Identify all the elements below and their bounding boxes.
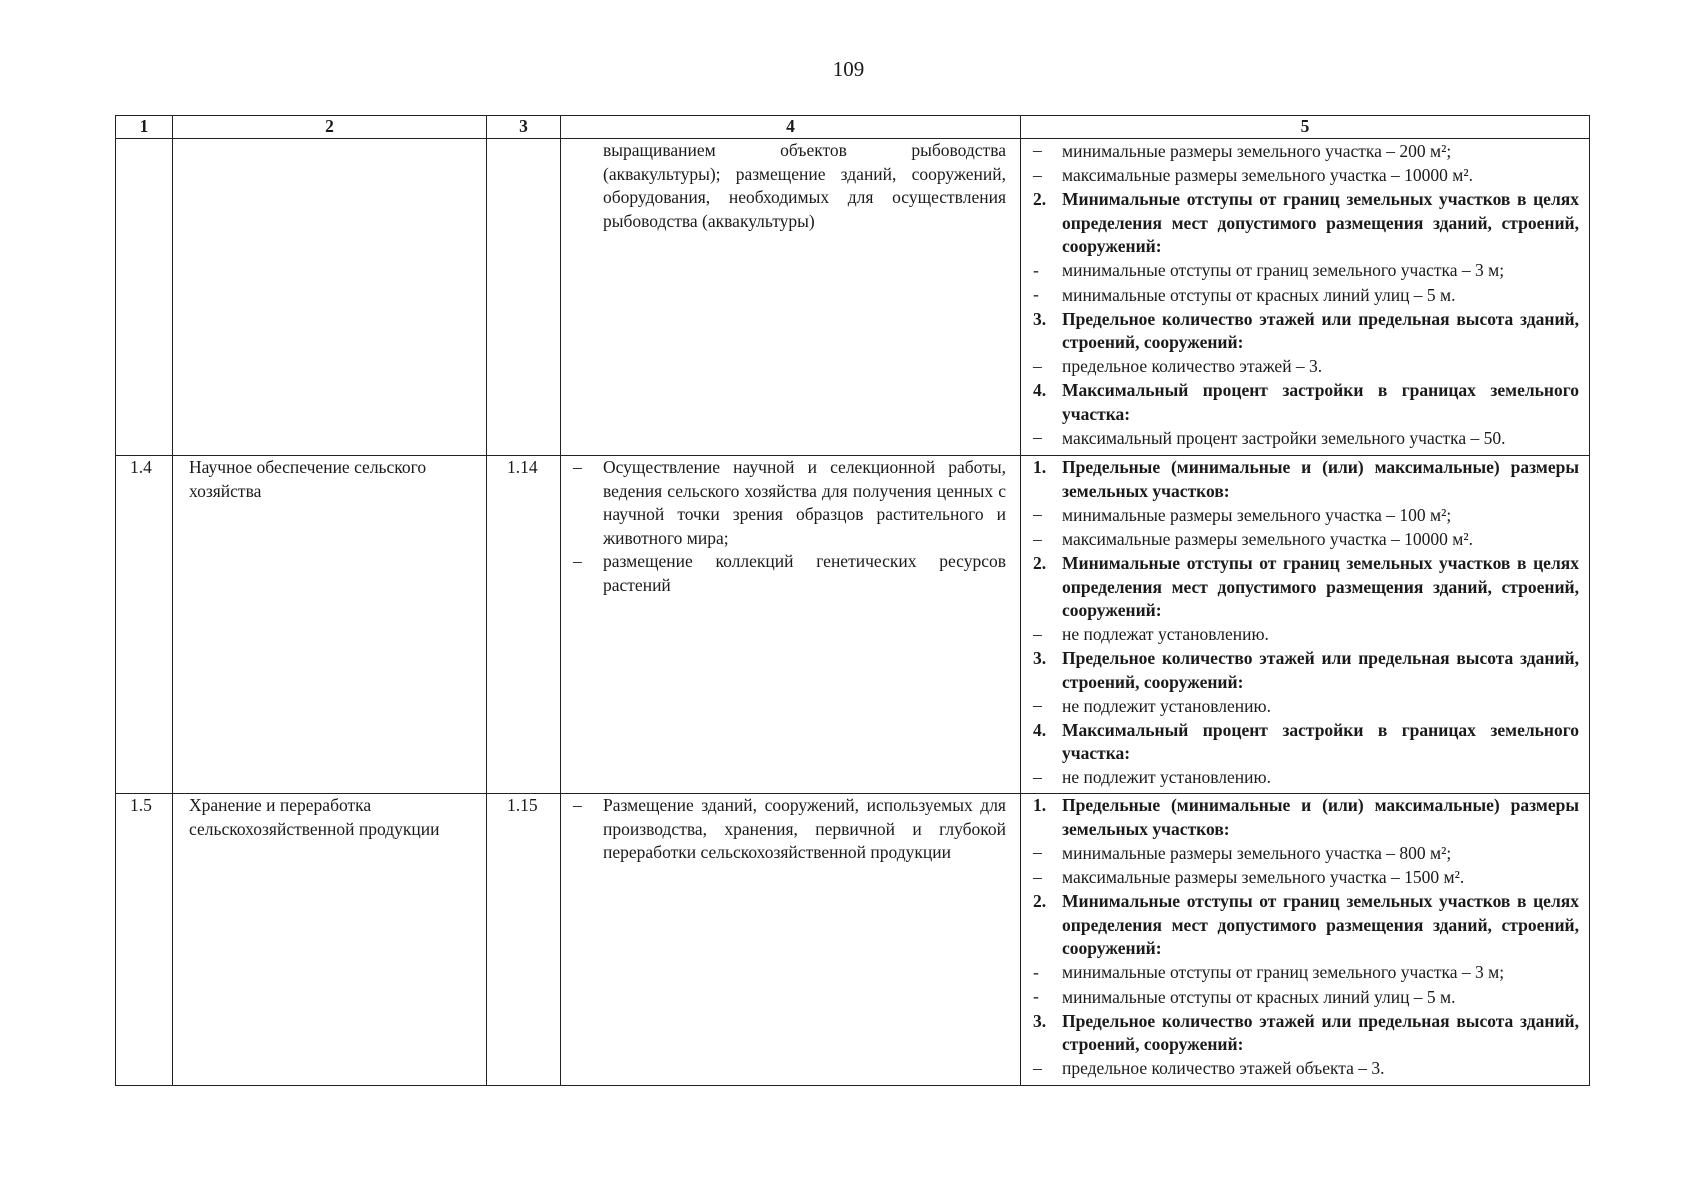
parameter-value [1033,503,1579,528]
parameter-value [1033,623,1579,648]
dash-marker: – [1033,866,1042,887]
parameter-text: максимальные размеры земельного участка – 10000 м². [1062,529,1473,549]
parameter-heading [1033,1010,1579,1057]
number-marker: 1. [1033,457,1047,477]
table-header-row [116,116,1590,139]
number-marker: 4. [1033,380,1047,400]
table-row [116,456,1590,794]
number-marker: 1. [1033,795,1047,815]
parameters-cell [1021,456,1590,794]
description-item [573,550,1006,597]
row-number-cell: 1.5 [116,794,173,1086]
parameter-heading-text: Предельные (минимальные и (или) максимальные) размеры земельных участков: [1062,457,1579,501]
table-row [116,794,1590,1086]
use-name-cell [173,139,487,456]
dash-marker: - [1033,284,1039,304]
parameter-text: предельное количество этажей – 3. [1062,356,1323,376]
number-marker: 3. [1033,1010,1047,1031]
parameter-value [1033,985,1579,1010]
parameter-text: минимальные размеры земельного участка – 200 м²; [1062,140,1452,161]
use-name-cell: Хранение и переработка сельскохозяйственной продукции [173,794,487,1086]
parameter-text: минимальные отступы от границ земельного участка – 3 м; [1062,962,1505,982]
description-cell [561,794,1021,1086]
parameter-heading [1033,379,1579,426]
parameter-text: не подлежат установлению. [1062,624,1269,644]
parameter-text: минимальные размеры земельного участка – 100 м²; [1062,504,1452,525]
parameter-value [1033,139,1579,164]
parameter-value [1033,866,1579,891]
dash-marker: – [1033,623,1042,644]
parameter-heading [1033,794,1579,841]
description-cell [561,456,1021,794]
dash-marker: – [1033,1057,1042,1078]
parameter-heading-text: Предельное количество этажей или предельная высота зданий, строений, сооружений: [1062,648,1579,692]
number-marker: 2. [1033,189,1047,209]
dash-marker: - [1033,259,1039,280]
parameter-heading [1033,456,1579,503]
parameter-heading-text: Предельное количество этажей или предельная высота зданий, строений, сооружений: [1062,1010,1579,1054]
column-header: 1 [116,116,173,139]
parameter-heading-text: Минимальные отступы от границ земельных участков в целях определения мест допустимого размещения зданий, строений, сооружений: [1062,553,1579,620]
parameter-value [1033,1057,1579,1082]
parameters-cell [1021,139,1590,456]
parameter-heading-text: Предельное количество этажей или предельная высота зданий, строений, сооружений: [1062,308,1579,352]
parameter-text: максимальный процент застройки земельного участка – 50. [1062,427,1506,448]
parameter-heading-text: Минимальные отступы от границ земельных участков в целях определения мест допустимого размещения зданий, строений, сооружений: [1062,891,1579,958]
parameter-text: максимальные размеры земельного участка – 1500 м². [1062,867,1465,887]
parameter-value [1033,766,1579,791]
number-marker: 4. [1033,719,1047,740]
dash-marker: – [1033,427,1042,447]
column-header: 3 [487,116,561,139]
number-marker: 3. [1033,648,1047,668]
parameter-text: минимальные отступы от красных линий улиц – 5 м. [1062,284,1456,305]
parameter-heading [1033,188,1579,259]
parameter-heading [1033,719,1579,766]
parameter-heading-text: Минимальные отступы от границ земельных участков в целях определения мест допустимого размещения зданий, строений, сооружений: [1062,189,1579,256]
dash-marker: - [1033,961,1039,982]
row-number-cell [116,139,173,456]
parameters-cell [1021,794,1590,1086]
parameter-value [1033,164,1579,189]
parameter-value [1033,841,1579,866]
parameter-value [1033,961,1579,986]
parameter-value [1033,694,1579,719]
use-name-cell: Научное обеспечение сельского хозяйства [173,456,487,794]
parameter-text: минимальные отступы от красных линий улиц – 5 м. [1062,986,1456,1007]
dash-marker: – [1033,164,1042,185]
dash-marker: – [1033,766,1042,787]
parameter-text: максимальные размеры земельного участка – 10000 м². [1062,165,1473,185]
dash-marker: – [1033,842,1042,862]
description-text: Размещение зданий, сооружений, используемых для производства, хранения, первичной и глубокой переработки сельскохозяйственной продукции [603,795,1006,862]
parameter-heading [1033,308,1579,355]
use-code-cell: 1.14 [487,456,561,794]
dash-marker: - [1033,986,1039,1006]
zoning-table [115,115,1590,1086]
description-text: размещение коллекций генетических ресурсов растений [603,551,1006,595]
dash-marker: – [1033,355,1042,376]
dash-marker: – [1033,140,1042,160]
number-marker: 3. [1033,308,1047,329]
dash-marker: – [573,551,582,571]
parameter-heading-text: Максимальный процент застройки в границах земельного участка: [1062,719,1579,763]
parameter-heading-text: Максимальный процент застройки в границах земельного участка: [1062,380,1579,424]
parameter-value [1033,426,1579,451]
parameter-heading [1033,890,1579,961]
description-item [573,456,1006,550]
parameter-value [1033,528,1579,553]
parameter-value [1033,355,1579,380]
number-marker: 2. [1033,553,1047,573]
use-code-cell: 1.15 [487,794,561,1086]
description-cell [561,139,1021,456]
parameter-text: не подлежит установлению. [1062,767,1271,787]
page-number: 109 [832,57,865,81]
parameter-text: минимальные размеры земельного участка – 800 м²; [1062,842,1452,863]
parameter-value [1033,259,1579,284]
dash-marker: – [573,795,582,815]
column-header: 2 [173,116,487,139]
dash-marker: – [1033,695,1042,715]
description-item [573,794,1006,865]
parameter-heading [1033,552,1579,623]
table-row [116,139,1590,456]
use-code-cell [487,139,561,456]
parameter-value [1033,283,1579,308]
column-header: 4 [561,116,1021,139]
parameter-heading-text: Предельные (минимальные и (или) максимальные) размеры земельных участков: [1062,795,1579,839]
description-text: выращиванием объектов рыбоводства (аквакультуры); размещение зданий, сооружений, оборудования, необходимых для осуществления рыбоводства (аквакультуры) [603,140,1006,231]
dash-marker: – [1033,528,1042,549]
parameter-heading [1033,647,1579,694]
column-header: 5 [1021,116,1590,139]
parameter-text: не подлежит установлению. [1062,695,1271,716]
dash-marker: – [573,457,582,477]
dash-marker: – [1033,504,1042,524]
row-number-cell: 1.4 [116,456,173,794]
parameter-text: предельное количество этажей объекта – 3. [1062,1058,1385,1078]
parameter-text: минимальные отступы от границ земельного участка – 3 м; [1062,260,1505,280]
description-text: Осуществление научной и селекционной работы, ведения сельского хозяйства для получения ценных с научной точки зрения образцов растительного и животного мира; [603,457,1006,548]
number-marker: 2. [1033,891,1047,911]
